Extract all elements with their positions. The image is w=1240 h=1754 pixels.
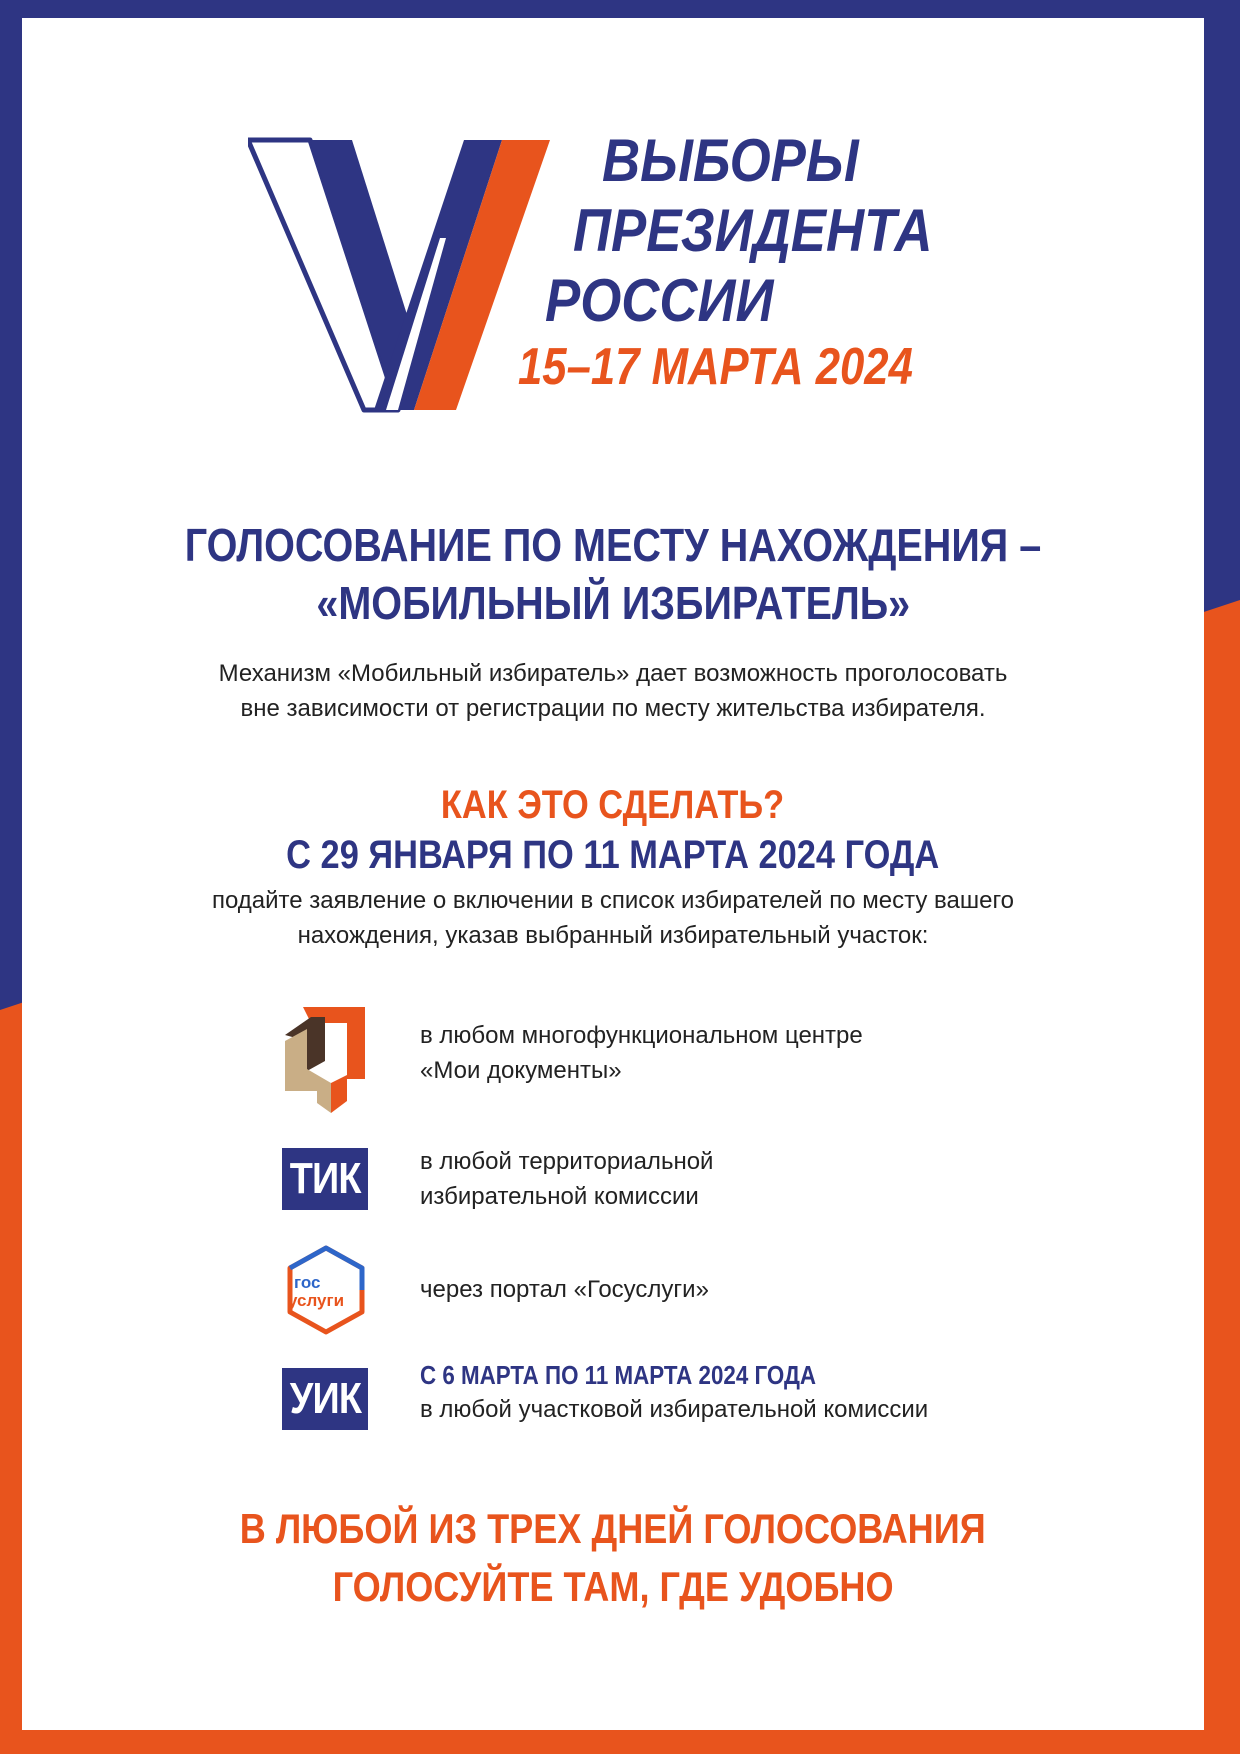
gosuslugi-logo-top: гос — [294, 1273, 321, 1292]
option-uik-line-1: в любой участковой избирательной комиссии — [420, 1396, 929, 1423]
how-question — [22, 780, 1204, 830]
elections-v-logo-icon — [248, 136, 558, 414]
logo-line-1: ВЫБОРЫ — [602, 127, 859, 194]
uik-badge — [282, 1368, 368, 1430]
logo-line-2: ПРЕЗИДЕНТА — [573, 197, 933, 264]
logo-title — [518, 126, 988, 398]
headline-line-1: ГОЛОСОВАНИЕ ПО МЕСТУ НАХОЖДЕНИЯ – — [184, 519, 1042, 571]
footer-slogan — [22, 1500, 1204, 1616]
logo-dates: 15–17 МАРТА 2024 — [518, 338, 913, 396]
mfc-logo-icon — [285, 1007, 365, 1113]
option-mfc-line-2: «Мои документы» — [420, 1057, 622, 1084]
gosuslugi-logo-bottom: услуги — [288, 1291, 345, 1310]
how-period-text: С 29 ЯНВАРЯ ПО 11 МАРТА 2024 ГОДА — [286, 833, 940, 877]
option-gosuslugi-line-1: через портал «Госуслуги» — [420, 1276, 709, 1303]
option-mfc — [420, 1018, 1140, 1088]
option-mfc-line-1: в любом многофункциональном центре — [420, 1022, 863, 1049]
option-gosuslugi — [420, 1272, 1140, 1307]
tik-badge-label: ТИК — [289, 1154, 361, 1203]
gosuslugi-logo-icon — [280, 1244, 372, 1336]
footer-line-1: В ЛЮБОЙ ИЗ ТРЕХ ДНЕЙ ГОЛОСОВАНИЯ — [240, 1505, 986, 1552]
headline-line-2: «МОБИЛЬНЫЙ ИЗБИРАТЕЛЬ» — [316, 577, 910, 629]
how-question-text: КАК ЭТО СДЕЛАТЬ? — [441, 783, 785, 827]
uik-badge-label: УИК — [289, 1374, 361, 1423]
tik-badge — [282, 1148, 368, 1210]
headline — [22, 516, 1204, 632]
option-tik-line-1: в любой территориальной — [420, 1148, 714, 1175]
intro-paragraph — [22, 656, 1204, 726]
option-tik — [420, 1144, 1140, 1214]
intro-line-1: Механизм «Мобильный избиратель» дает возможность проголосовать — [218, 660, 1008, 687]
how-instruction — [22, 883, 1204, 953]
footer-line-2: ГОЛОСУЙТЕ ТАМ, ГДЕ УДОБНО — [332, 1563, 894, 1610]
instruction-line-2: нахождения, указав выбранный избирательный участок: — [297, 922, 929, 949]
instruction-line-1: подайте заявление о включении в список избирателей по месту вашего — [211, 887, 1015, 914]
logo-line-3: РОССИИ — [545, 267, 774, 334]
intro-line-2: вне зависимости от регистрации по месту жительства избирателя. — [240, 695, 986, 722]
option-tik-line-2: избирательной комиссии — [420, 1183, 699, 1210]
option-uik-highlight: С 6 МАРТА ПО 11 МАРТА 2024 ГОДА — [420, 1360, 817, 1390]
option-uik — [420, 1358, 1140, 1427]
how-period — [22, 830, 1204, 880]
